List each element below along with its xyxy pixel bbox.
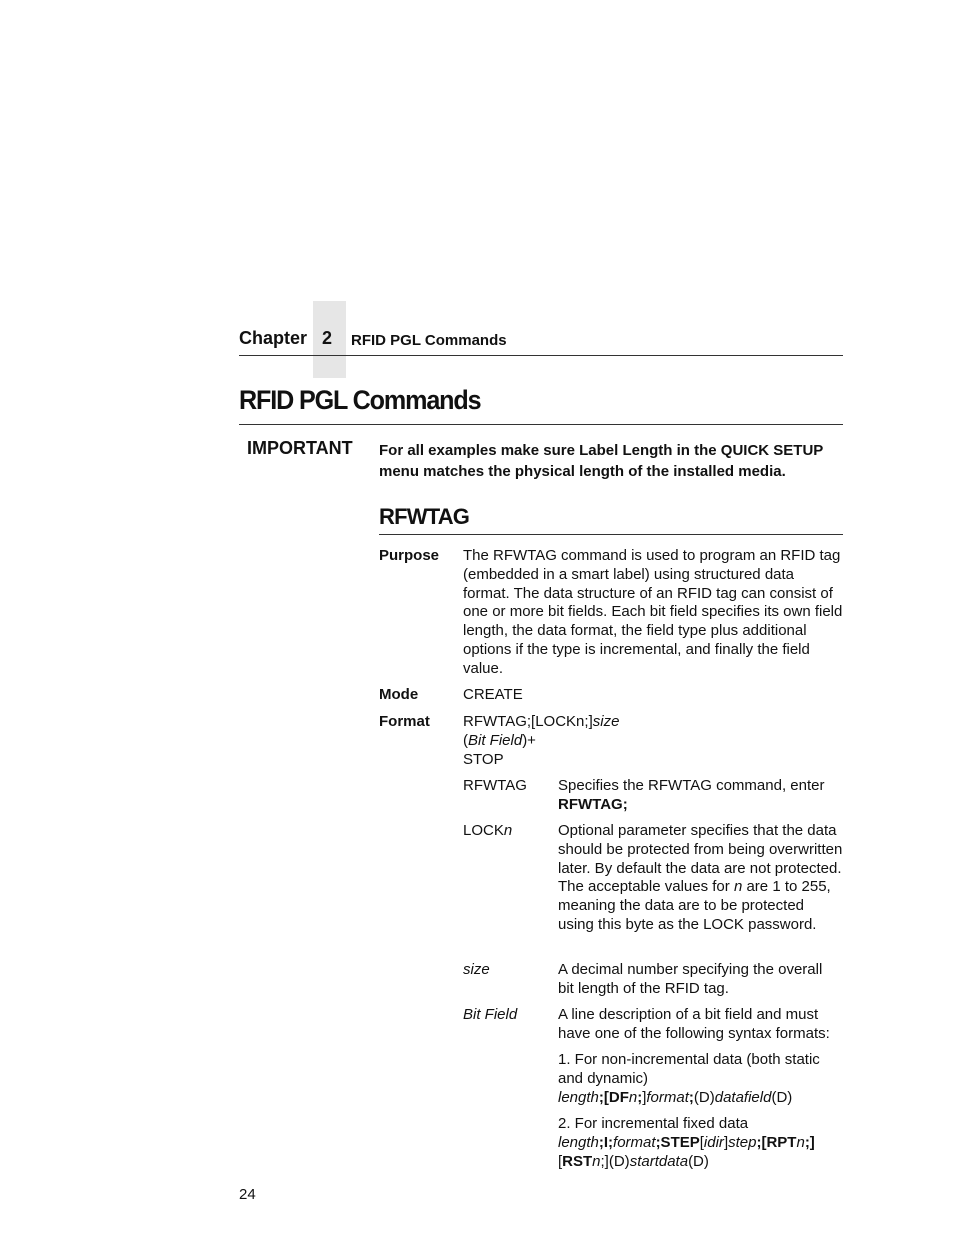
important-text: For all examples make sure Label Length in the QUICK SETUP menu matches the physical length of the installed media.: [379, 442, 824, 480]
format-bit-field: Bit Field: [468, 731, 523, 749]
syntax-part: step: [728, 1133, 757, 1151]
syntax-part: RST: [562, 1152, 593, 1170]
syntax-part: n: [592, 1152, 601, 1170]
format-syntax: [463, 713, 663, 769]
syntax-part: n: [796, 1133, 805, 1151]
syntax-part: idir: [703, 1133, 724, 1151]
syntax-part: (D): [771, 1088, 793, 1106]
param-desc-lock-n: n: [733, 878, 743, 896]
syntax-part: n: [628, 1088, 638, 1106]
mode-value: CREATE: [463, 686, 523, 703]
param-desc-lock: [558, 822, 843, 935]
syntax-part: ]: [723, 1133, 729, 1151]
bitfield-item-1: [558, 1051, 843, 1107]
param-term-lock: [463, 822, 512, 841]
syntax-part: ;[: [756, 1133, 767, 1151]
page-title: RFID PGL Commands: [239, 385, 481, 415]
format-paren-open: (: [463, 731, 468, 749]
bitfield-item-2-syntax: [558, 1134, 848, 1153]
syntax-part: DF: [608, 1088, 629, 1106]
title-rule: [239, 424, 843, 425]
param-desc-lock-2: are 1 to 255, meaning the data are to be protected using this byte as the LOCK password.: [558, 878, 831, 933]
syntax-part: ;STEP: [655, 1133, 700, 1151]
param-term-lock-a: LOCK: [463, 822, 504, 839]
purpose-text: The RFWTAG command is used to program an RFID tag (embedded in a smart label) using structured data format. The data structure of an RFID tag can consist of one or more bit fields. Each bit field specifies its own field length, the data format, the field type plus additional options if the type is incremental, and finally the field value.: [463, 547, 843, 677]
header-rule: [239, 355, 843, 356]
bitfield-item-2-syntax-cont: [558, 1153, 848, 1172]
syntax-part: ;]: [804, 1133, 815, 1151]
syntax-part: RPT: [766, 1133, 797, 1151]
syntax-part: ;[: [598, 1088, 609, 1106]
syntax-part: ;: [637, 1088, 643, 1106]
param-term-rfwtag: RFWTAG: [463, 777, 527, 794]
mode-label: Mode: [379, 686, 419, 703]
syntax-part: ]: [642, 1088, 647, 1106]
param-desc-rfwtag-command: RFWTAG;: [558, 795, 628, 813]
chapter-label: Chapter: [239, 328, 308, 348]
param-desc-lock-1: Optional parameter specifies that the data should be protected from being overwritten later. By default the data are not protected. The acceptable values for: [558, 822, 843, 896]
syntax-part: ;: [688, 1088, 694, 1106]
param-desc-bitfield: A line description of a bit field and must have one of the following syntax formats:: [558, 1006, 830, 1042]
format-line-2: [463, 732, 663, 751]
param-desc-size: A decimal number specifying the overall bit length of the RFID tag.: [558, 961, 823, 997]
section-title: RFWTAG: [379, 504, 470, 529]
syntax-part: [: [699, 1133, 704, 1151]
important-label: IMPORTANT: [247, 438, 353, 458]
section-rule: [379, 534, 843, 535]
format-line-3: STOP: [463, 750, 504, 768]
format-command: RFWTAG;[LOCKn;]: [463, 713, 593, 730]
running-header-title: RFID PGL Commands: [351, 332, 507, 349]
format-line-1: [463, 713, 663, 732]
bitfield-item-2-text: 2. For incremental fixed data: [558, 1115, 749, 1132]
syntax-part: length: [558, 1133, 599, 1151]
syntax-part: startdata: [629, 1152, 689, 1170]
syntax-part: format: [646, 1088, 689, 1106]
syntax-part: length: [558, 1088, 599, 1106]
bitfield-item-2: [558, 1115, 848, 1171]
param-term-lock-n: n: [503, 822, 513, 839]
syntax-part: ;](D): [600, 1152, 630, 1170]
format-label: Format: [379, 713, 430, 730]
chapter-number: 2: [322, 328, 333, 348]
syntax-part: ;I;: [598, 1133, 614, 1151]
bitfield-item-1-text: 1. For non-incremental data (both static and dynamic): [558, 1051, 820, 1087]
syntax-part: format: [613, 1133, 656, 1151]
format-paren-close: )+: [522, 731, 536, 749]
syntax-part: (D): [688, 1152, 709, 1170]
param-desc-rfwtag-text: Specifies the RFWTAG command, enter: [558, 777, 825, 794]
syntax-part: datafield: [714, 1088, 772, 1106]
page-number: 24: [239, 1186, 256, 1203]
syntax-part: (D): [693, 1088, 715, 1106]
bitfield-item-1-syntax: [558, 1089, 843, 1108]
format-size: size: [592, 713, 620, 730]
param-term-size: size: [463, 961, 490, 978]
syntax-part: [: [558, 1152, 563, 1170]
param-desc-rfwtag: [558, 777, 843, 815]
purpose-label: Purpose: [379, 547, 440, 564]
param-term-bitfield: Bit Field: [463, 1006, 518, 1023]
